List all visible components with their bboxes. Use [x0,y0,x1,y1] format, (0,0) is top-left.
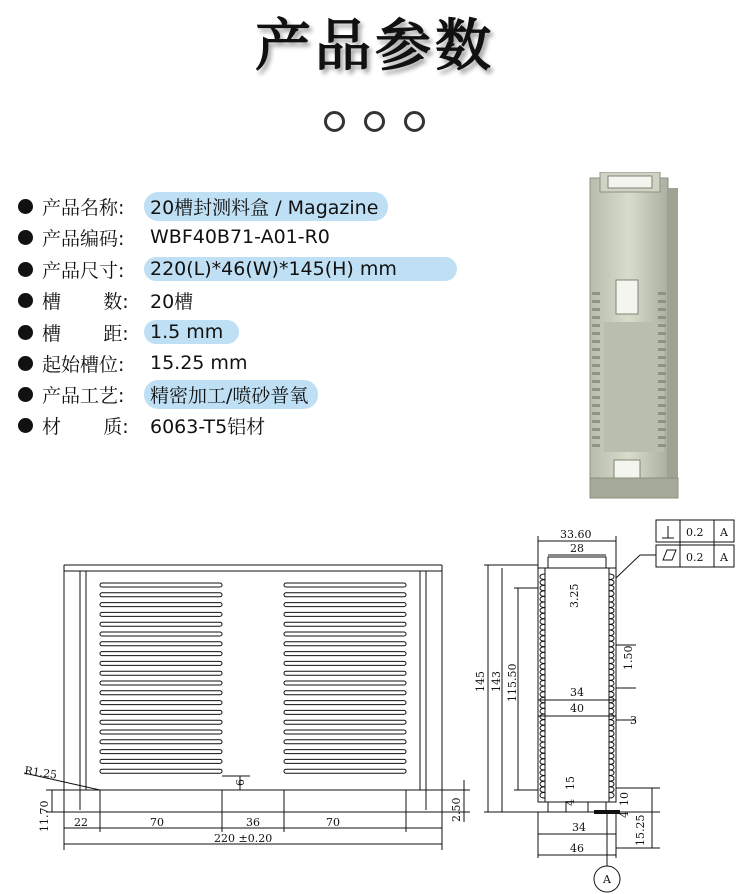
rib [540,641,545,647]
radius-label: R1.25 [23,764,58,782]
spec-label: 槽 数: [42,290,129,313]
slot [284,661,406,665]
rib [609,647,614,653]
datum-label: A [603,873,611,886]
slot [284,612,406,616]
rib [540,731,545,737]
slot [100,612,222,616]
slot [100,603,222,607]
rib [609,792,614,798]
rib [540,764,545,770]
notch-label: 6 [234,779,247,786]
left-height-label: 11.70 [38,800,51,832]
rib [609,596,614,602]
rib [540,759,545,765]
tolerance-value: 0.2 [686,526,704,539]
rib [609,608,614,614]
tolerance-value: 0.2 [686,551,704,564]
bottom-34-label: 34 [572,821,586,834]
spec-label: 产品名称: [42,196,125,219]
segment-label: 22 [74,816,88,829]
rib [540,725,545,731]
rib [609,658,614,664]
tolerance-datum: A [720,526,728,539]
top-inner-label: 28 [570,542,584,555]
rib [540,792,545,798]
rib [540,647,545,653]
slot [100,691,222,695]
slot [100,769,222,773]
rib [609,731,614,737]
rib [540,596,545,602]
rib [609,753,614,759]
rib [540,619,545,625]
rib [609,636,614,642]
spec-label: 产品编码: [42,227,125,250]
rib [540,608,545,614]
pitch-label: 1.50 [622,645,635,670]
rib [609,759,614,765]
rib [540,636,545,642]
slot [284,740,406,744]
page-title: 产品参数 [255,14,495,79]
slot [100,642,222,646]
lower-15-label: 15 [564,776,577,790]
rib [609,692,614,698]
height-inner-label: 143 [490,671,503,692]
rib [609,725,614,731]
rib [609,764,614,770]
rib [609,720,614,726]
slot [284,710,406,714]
slot [284,681,406,685]
rib [609,580,614,586]
rib [609,624,614,630]
rib [540,624,545,630]
slot [284,720,406,724]
rib [609,781,614,787]
rib [609,664,614,670]
slot [100,720,222,724]
spec-value: 精密加工/喷砂普氧 [144,380,318,409]
top-outer-label: 33.60 [560,528,592,541]
slot [100,632,222,636]
rib [609,669,614,675]
rib [540,736,545,742]
rib [540,658,545,664]
spec-value: WBF40B71-A01-R0 [150,226,330,248]
rib [609,619,614,625]
rib [609,742,614,748]
slot [100,740,222,744]
slot [100,681,222,685]
rib [540,630,545,636]
spec-label: 槽 距: [42,322,129,345]
bottom-10-label: 10 [618,792,631,806]
slot [284,593,406,597]
rib [540,613,545,619]
slot [100,652,222,656]
rib [540,708,545,714]
spec-label: 材 质: [42,415,129,438]
first-slot-label: 15.25 [634,814,647,846]
slot [100,710,222,714]
rib [609,736,614,742]
slot [100,583,222,587]
slot [284,769,406,773]
slot [284,652,406,656]
bottom-4-label: 4 [618,811,631,818]
rib [609,641,614,647]
side-view [24,565,470,850]
spec-value: 20槽封测料盒 / Magazine [144,192,388,221]
rib [540,748,545,754]
rib [540,602,545,608]
rib [609,585,614,591]
spec-value: 220(L)*46(W)*145(H) mm [144,257,457,281]
slot [284,730,406,734]
rib [609,770,614,776]
rib [540,714,545,720]
bottom-46-label: 46 [570,842,584,855]
slot [284,642,406,646]
rib [540,742,545,748]
slot [284,671,406,675]
rib [609,748,614,754]
rib [540,770,545,776]
rib [609,602,614,608]
rib [540,580,545,586]
segment-label: 70 [150,816,164,829]
spec-label: 产品尺寸: [42,259,125,282]
lower-4-label: 4 [564,799,577,806]
slot [284,750,406,754]
slot [284,701,406,705]
inner-40-label: 40 [570,702,584,715]
spec-label: 起始槽位: [42,353,125,376]
slot [284,622,406,626]
rib [540,652,545,658]
slot [284,759,406,763]
rib [540,776,545,782]
rib [609,714,614,720]
inner-34-label: 34 [570,686,584,699]
spec-value: 15.25 mm [150,352,248,374]
spec-value: 20槽 [150,290,194,313]
rib [540,703,545,709]
rib [609,652,614,658]
rib [540,591,545,597]
total-length-label: 220 ±0.20 [214,832,273,845]
rib [609,591,614,597]
spec-value: 1.5 mm [144,320,239,344]
rib [609,776,614,782]
rib [540,787,545,793]
rib [540,692,545,698]
segment-label: 36 [246,816,260,829]
rib [540,669,545,675]
slot [284,583,406,587]
spec-value: 6063-T5铝材 [150,415,266,438]
segment-label: 70 [326,816,340,829]
rib [540,664,545,670]
side-3-label: 3 [630,714,637,727]
rib [540,686,545,692]
slot [284,603,406,607]
span-label: 115.50 [506,663,519,702]
rib [609,708,614,714]
slot [284,691,406,695]
rib [540,680,545,686]
slot [100,701,222,705]
slot [100,759,222,763]
slot [284,632,406,636]
rib [609,613,614,619]
rib [609,630,614,636]
rib [609,680,614,686]
top-gap-label: 3.25 [568,583,581,608]
rib [540,675,545,681]
height-outer-label: 145 [474,671,487,692]
rib [540,781,545,787]
rib [540,585,545,591]
offset-label: 2.50 [450,797,463,822]
rib [540,753,545,759]
spec-label: 产品工艺: [42,384,125,407]
rib [609,686,614,692]
slot [100,661,222,665]
rib [609,675,614,681]
rib [609,787,614,793]
rib [540,574,545,580]
slot [100,671,222,675]
slot [100,622,222,626]
rib [609,574,614,580]
rib [609,703,614,709]
slot [100,750,222,754]
slot [100,730,222,734]
rib [540,720,545,726]
tolerance-datum: A [720,551,728,564]
slot [100,593,222,597]
